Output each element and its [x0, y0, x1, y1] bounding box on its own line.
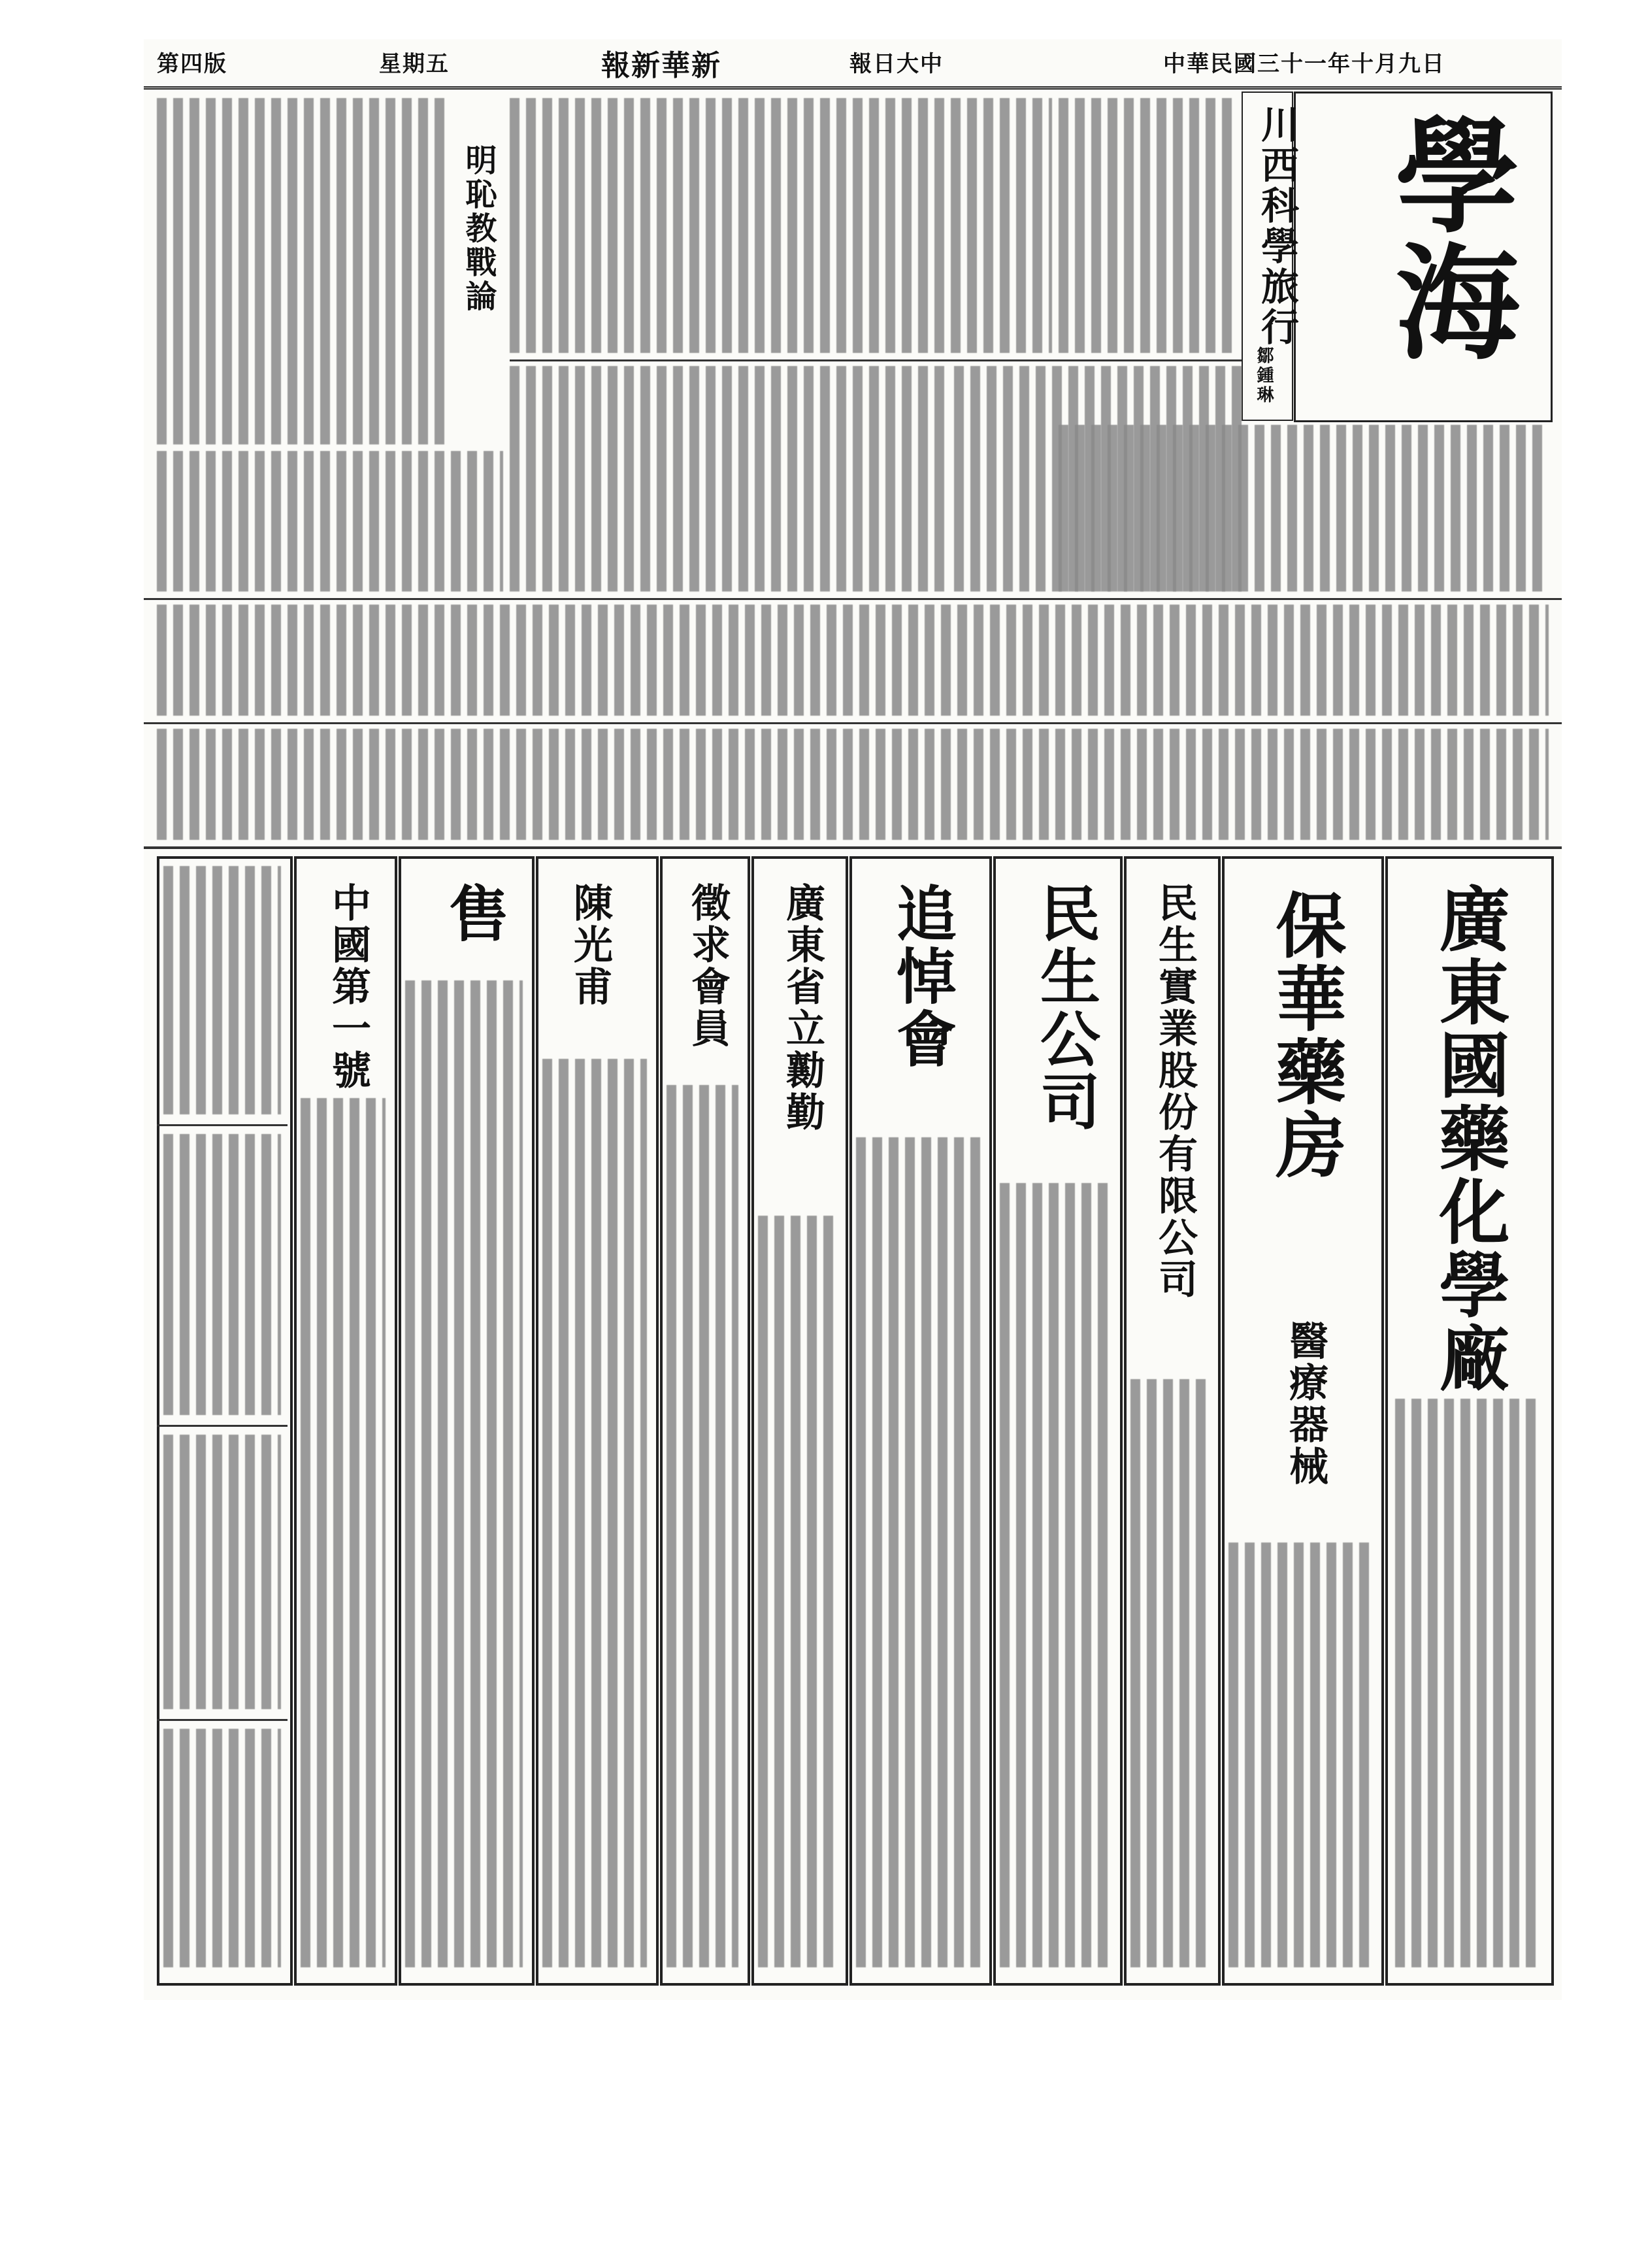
ad-headline: 廣東國藥化學廠 — [1427, 882, 1509, 1395]
column-logo: 學海 — [1375, 111, 1521, 365]
ad-text — [163, 1435, 281, 1709]
rule — [144, 598, 1562, 600]
ad-text — [1130, 1379, 1209, 1967]
text-block — [157, 729, 1549, 840]
ad-headline: 中國第一號 — [325, 882, 371, 1092]
essay-title: 明恥教戰論 — [460, 144, 497, 314]
text-block — [804, 98, 1052, 353]
rule — [157, 1719, 288, 1721]
page-number: 第四版 — [157, 51, 227, 77]
text-block — [157, 605, 1549, 716]
rule — [157, 1124, 288, 1126]
rule — [144, 722, 1562, 724]
ad-text — [1228, 1543, 1372, 1967]
text-block — [1059, 98, 1235, 353]
text-block — [157, 98, 444, 444]
ad-headline: 民生公司 — [1030, 882, 1101, 1133]
feature-title: 川西科學旅行 — [1255, 105, 1299, 348]
ad-headline: 陳光甫 — [567, 882, 613, 1008]
ad-text — [856, 1137, 980, 1967]
ad-headline: 民生實業股份有限公司 — [1152, 882, 1198, 1301]
paper-subtitle: 報日大中 — [849, 51, 944, 77]
ad-headline: 徵求會員 — [685, 882, 731, 1050]
text-block — [1059, 425, 1549, 592]
section-divider — [144, 846, 1562, 849]
weekday: 星期五 — [379, 51, 450, 77]
ad-text — [667, 1085, 738, 1967]
ad-headline: 廣東省立勷勤 — [780, 882, 825, 1133]
ad-text — [405, 980, 523, 1967]
ad-headline: 保華藥房 — [1264, 889, 1346, 1182]
ad-text — [758, 1216, 836, 1967]
ad-text — [1395, 1399, 1539, 1967]
ad-text — [301, 1098, 386, 1967]
newspaper-page — [144, 39, 1562, 2000]
text-block — [157, 451, 503, 592]
rule — [510, 359, 1242, 361]
feature-author: 鄒鍾琳 — [1254, 346, 1274, 405]
ad-subheadline: 醫療器械 — [1283, 1320, 1328, 1488]
text-block — [510, 98, 797, 353]
paper-name: 報新華新 — [601, 49, 721, 82]
rule — [157, 1425, 288, 1427]
masthead — [144, 39, 1562, 90]
ad-text — [163, 1134, 281, 1415]
ad-text — [542, 1059, 647, 1967]
ad-headline: 售 — [439, 882, 510, 945]
date: 中華民國三十一年十月九日 — [1163, 51, 1445, 77]
ad-text — [163, 866, 281, 1114]
ad-text — [1000, 1183, 1111, 1967]
text-block — [510, 366, 947, 592]
ad-text — [163, 1729, 281, 1967]
ad-headline: 追悼會 — [887, 882, 957, 1071]
